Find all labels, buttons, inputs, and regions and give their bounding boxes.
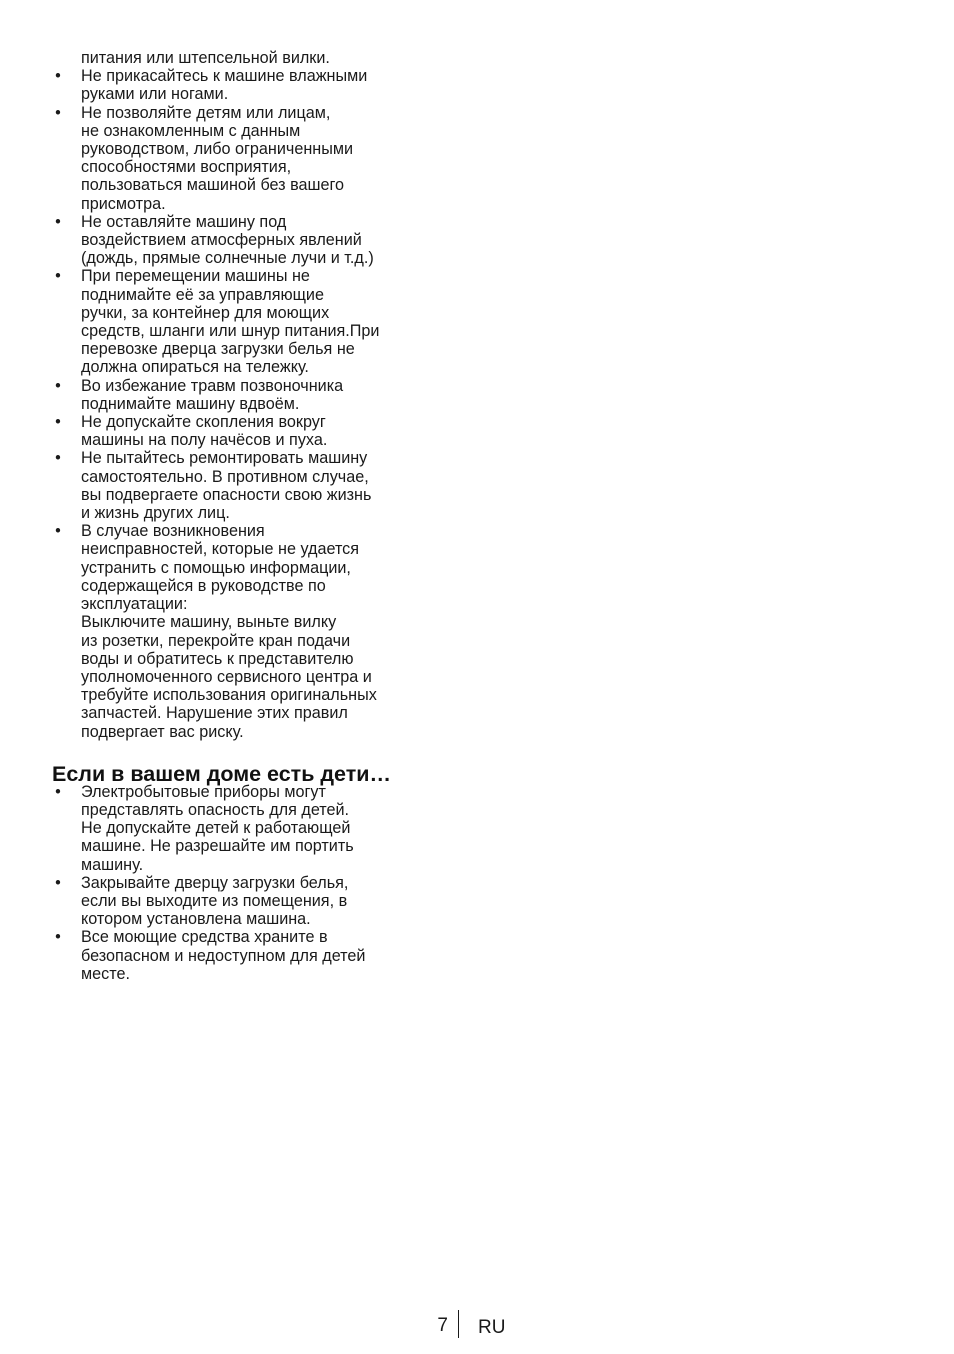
page-footer [0,1310,954,1340]
language-code: RU [478,1317,506,1338]
safety-bullet-list [52,67,452,741]
list-item-text: Не пытайтесь ремонтировать машину самостоятельно. В противном случае, вы подвергаете опасности свою жизнь и жизнь других лиц. [81,449,372,523]
list-item [52,522,452,740]
list-item [52,874,452,929]
list-item [52,267,452,376]
list-item [52,377,452,413]
list-item-text: Не оставляйте машину под воздействием атмосферных явлений (дождь, прямые солнечные лучи и т.д.) [81,212,374,268]
list-item [52,783,452,874]
footer-divider [458,1310,459,1338]
list-item [52,104,452,213]
list-item [52,413,452,449]
list-item-text: Не допускайте скопления вокруг машины на полу начёсов и пуха. [81,413,328,450]
list-item-text: При перемещении машины не поднимайте её за управляющие ручки, за контейнер для моющих средств, шланги или шнур питания.При перевозке дверца загрузки белья не должна опираться на тележку. [81,267,380,377]
bullet-icon: • [55,67,61,86]
list-item [52,67,452,103]
list-item [52,213,452,268]
bullet-icon: • [55,413,61,432]
list-item-text: Не прикасайтесь к машине влажными руками или ногами. [81,67,368,104]
text-column [52,49,452,983]
list-item [52,928,452,983]
bullet-icon: • [55,873,61,892]
list-item [52,449,452,522]
continuation-text: питания или штепсельной вилки. [81,49,330,67]
children-bullet-list [52,783,452,983]
page-number: 7 [437,1315,448,1336]
bullet-icon: • [55,267,61,286]
section-heading-children: Если в вашем доме есть дети… [52,761,391,786]
list-item-text: Не позволяйте детям или лицам, не ознакомленным с данным руководством, либо ограниченными способностями восприятия, пользоваться машиной без вашего присмотра. [81,103,354,213]
list-item-text: В случае возникновения неисправностей, которые не удается устранить с помощью информации, содержащейся в руководстве по эксплуатации: Выключите машину, выньте вилку из розетки, перекройте кран подачи воды и обратитесь к представителю уполномоченного сервисного центра и требуйте использования оригинальных запчастей. Нарушение этих правил подвергает вас риску. [81,522,377,741]
bullet-icon: • [55,103,61,122]
list-item-text: Во избежание травм позвоночника поднимайте машину вдвоём. [81,376,344,413]
bullet-icon: • [55,928,61,947]
bullet-icon: • [55,449,61,468]
bullet-icon: • [55,522,61,541]
bullet-icon: • [55,376,61,395]
bullet-icon: • [55,782,61,801]
list-item-text: Все моющие средства храните в безопасном и недоступном для детей месте. [81,928,366,983]
bullet-icon: • [55,212,61,231]
list-item-text: Закрывайте дверцу загрузки белья, если вы выходите из помещения, в котором установлена машина. [81,873,349,929]
list-item-text: Электробытовые приборы могут представлять опасность для детей. Не допускайте детей к работающей машине. Не разрешайте им портить машину. [81,782,354,874]
